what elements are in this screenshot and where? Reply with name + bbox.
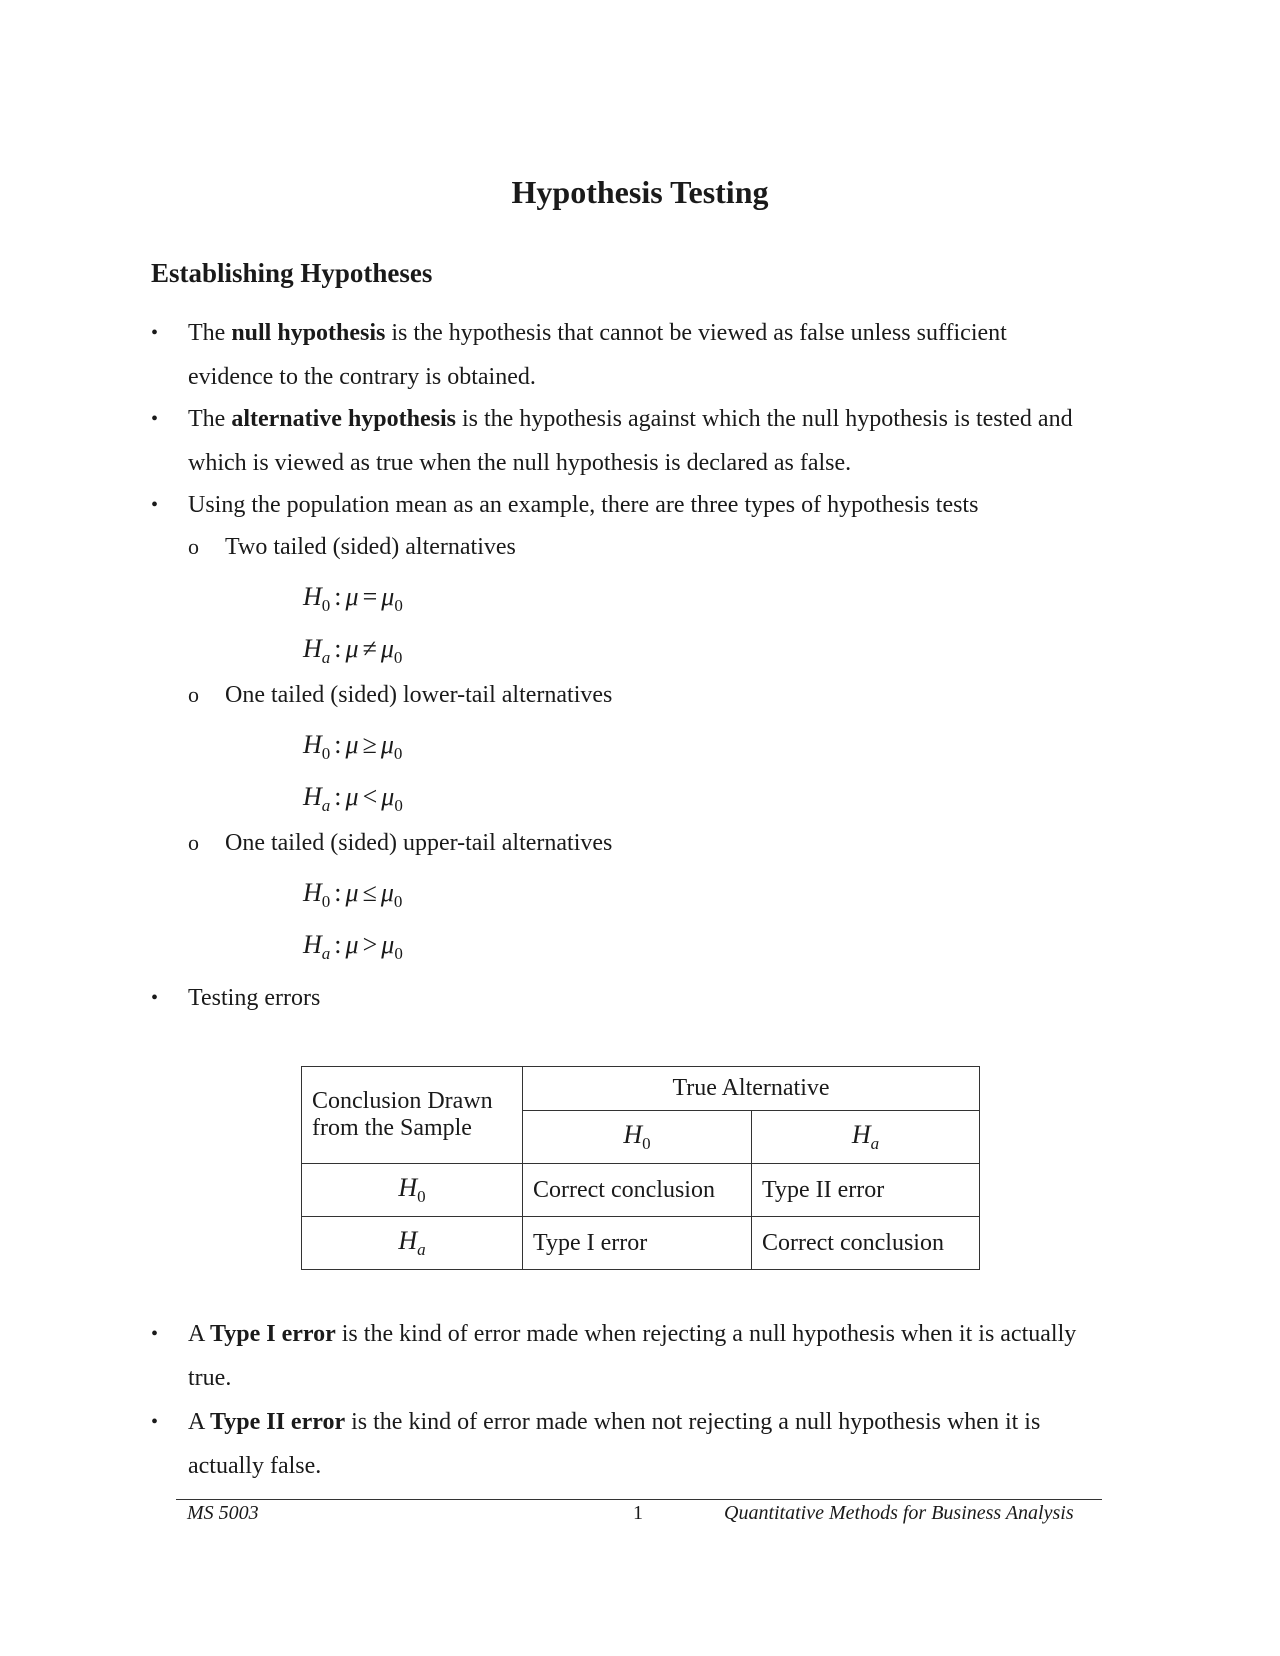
bullet-text: Testing errors: [188, 985, 321, 1011]
table-header-row: [302, 1067, 980, 1111]
table-row: [302, 1217, 980, 1270]
term-type-ii-error: Type II error: [210, 1409, 346, 1435]
bullet-text: is the kind of error made when not rejecting a null hypothesis when it is: [345, 1409, 1041, 1435]
subtype-two-tailed: [188, 525, 516, 569]
subtype-lower-tail: [188, 673, 612, 717]
bullet-text: The: [188, 320, 232, 346]
equation-ha-two-tailed: $H_a$ : $\mu \ne \mu_0$: [303, 634, 403, 667]
term-type-i-error: Type I error: [210, 1321, 336, 1347]
footer-divider: [176, 1499, 1102, 1500]
subtype-label: One tailed (sided) lower-tail alternatives: [225, 682, 613, 708]
subtype-label: One tailed (sided) upper-tail alternatives: [225, 830, 613, 856]
bullet-icon: •: [151, 494, 159, 516]
table-row-header-ha: $H_a$: [302, 1217, 523, 1270]
bullet-text: Using the population mean as an example, there are three types of hypothesis tests: [188, 492, 979, 518]
bullet-icon: •: [151, 987, 159, 1009]
bullet-testing-errors: [151, 976, 1141, 1020]
table-cell: Type II error: [752, 1164, 980, 1217]
table-cell: Type I error: [523, 1217, 752, 1270]
footer-course-code: MS 5003: [187, 1502, 259, 1524]
bullet-type-ii-error: [151, 1400, 1141, 1488]
table-row: [302, 1164, 980, 1217]
bullet-alternative-hypothesis: [151, 397, 1141, 485]
subtype-label: Two tailed (sided) alternatives: [225, 534, 516, 560]
equation-h0-upper-tail: $H_0$ : $\mu \le \mu_0$: [303, 878, 403, 911]
table-column-ha: $H_a$: [752, 1111, 980, 1164]
term-alternative-hypothesis: alternative hypothesis: [231, 406, 456, 432]
table-row-header-h0: $H_0$: [302, 1164, 523, 1217]
bullet-text: which is viewed as true when the null hypothesis is declared as false.: [188, 450, 852, 476]
bullet-icon: •: [151, 408, 159, 430]
equation-ha-lower-tail: $H_a$ : $\mu < \mu_0$: [303, 782, 403, 815]
bullet-text: true.: [188, 1365, 232, 1391]
bullet-text: A: [188, 1321, 211, 1347]
table-true-alternative-header: True Alternative: [523, 1067, 980, 1111]
footer-page-number: 1: [633, 1502, 643, 1524]
bullet-text: is the hypothesis that cannot be viewed as false unless sufficient: [385, 320, 1007, 346]
bullet-text: actually false.: [188, 1453, 322, 1479]
bullet-icon: •: [151, 1323, 159, 1345]
bullet-text: The: [188, 406, 232, 432]
table-cell: Correct conclusion: [523, 1164, 752, 1217]
equation-h0-lower-tail: $H_0$ : $\mu \ge \mu_0$: [303, 730, 403, 763]
circle-bullet-icon: o: [188, 682, 199, 707]
testing-errors-table: [301, 1066, 980, 1270]
bullet-icon: •: [151, 1411, 159, 1433]
bullet-null-hypothesis: [151, 311, 1141, 399]
page-title: Hypothesis Testing: [511, 174, 769, 210]
bullet-type-i-error: [151, 1312, 1141, 1400]
equation-h0-two-tailed: $H_0$ : $\mu = \mu_0$: [303, 582, 403, 615]
subtype-upper-tail: [188, 821, 612, 865]
table-cell: Correct conclusion: [752, 1217, 980, 1270]
bullet-text: A: [188, 1409, 211, 1435]
bullet-text: is the kind of error made when rejecting a null hypothesis when it is actually: [335, 1321, 1077, 1347]
table-column-h0: $H_0$: [523, 1111, 752, 1164]
bullet-icon: •: [151, 322, 159, 344]
equation-ha-upper-tail: $H_a$ : $\mu > \mu_0$: [303, 930, 403, 963]
section-heading: Establishing Hypotheses: [151, 258, 433, 288]
bullet-types-intro: [151, 483, 1141, 527]
circle-bullet-icon: o: [188, 830, 199, 855]
circle-bullet-icon: o: [188, 534, 199, 559]
bullet-text: is the hypothesis against which the null hypothesis is tested and: [455, 406, 1073, 432]
term-null-hypothesis: null hypothesis: [231, 320, 386, 346]
footer-course-title: Quantitative Methods for Business Analysis: [724, 1502, 1074, 1524]
bullet-text: evidence to the contrary is obtained.: [188, 364, 536, 390]
table-corner-cell: Conclusion Drawn from the Sample: [302, 1067, 523, 1164]
